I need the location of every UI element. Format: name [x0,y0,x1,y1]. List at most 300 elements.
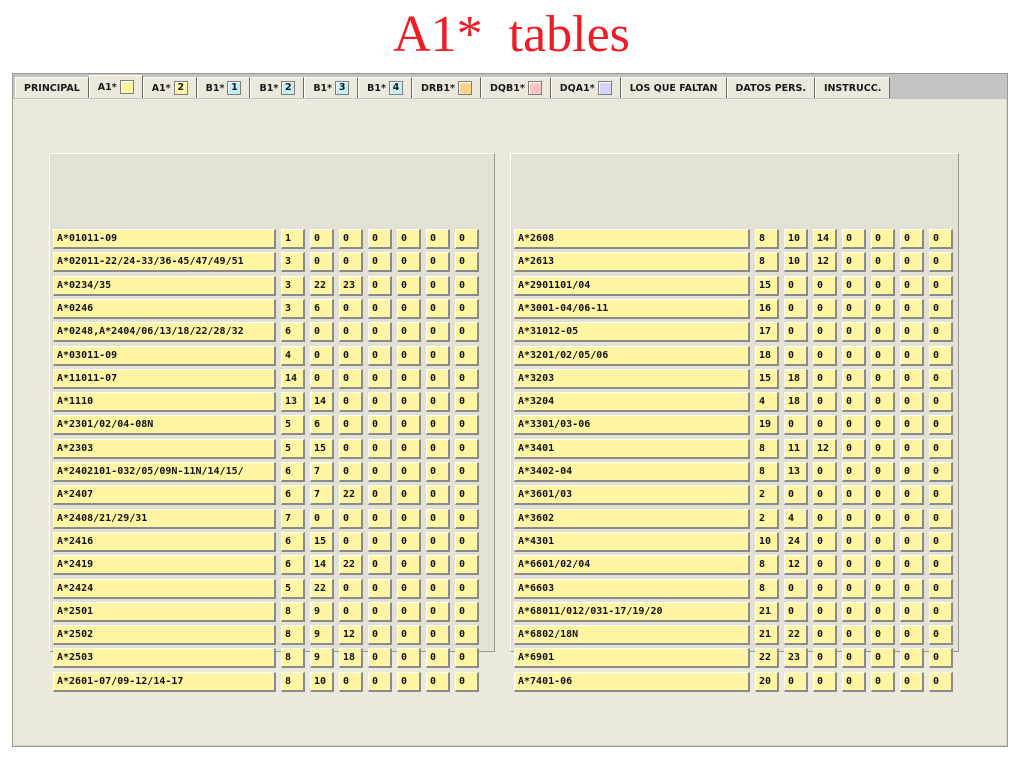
value-field[interactable]: 0 [368,252,392,272]
value-field[interactable]: 0 [929,252,953,272]
value-field[interactable]: 0 [929,229,953,249]
value-field[interactable]: 0 [929,555,953,575]
allele-name-field[interactable]: A*2419 [53,555,276,575]
value-field[interactable]: 21 [755,602,779,622]
value-field[interactable]: 0 [813,415,837,435]
value-field[interactable]: 0 [842,672,866,692]
value-field[interactable]: 0 [871,346,895,366]
value-field[interactable]: 0 [339,229,363,249]
value-field[interactable]: 0 [368,299,392,319]
value-field[interactable]: 0 [455,415,479,435]
value-field[interactable]: 0 [871,485,895,505]
value-field[interactable]: 0 [310,346,334,366]
value-field[interactable]: 0 [929,509,953,529]
value-field[interactable]: 9 [310,602,334,622]
allele-name-field[interactable]: A*6802/18N [514,625,750,645]
value-field[interactable]: 0 [842,532,866,552]
value-field[interactable]: 0 [871,439,895,459]
value-field[interactable]: 0 [784,276,808,296]
tab-0[interactable] [15,77,89,98]
value-field[interactable]: 0 [900,299,924,319]
value-field[interactable]: 0 [455,346,479,366]
allele-name-field[interactable]: A*68011/012/031-17/19/20 [514,602,750,622]
value-field[interactable]: 0 [397,392,421,412]
value-field[interactable]: 0 [900,439,924,459]
value-field[interactable]: 0 [339,532,363,552]
value-field[interactable]: 0 [339,322,363,342]
value-field[interactable]: 13 [784,462,808,482]
value-field[interactable]: 0 [397,485,421,505]
value-field[interactable]: 0 [339,415,363,435]
value-field[interactable]: 0 [397,276,421,296]
value-field[interactable]: 0 [368,462,392,482]
allele-name-field[interactable]: A*0246 [53,299,276,319]
value-field[interactable]: 0 [842,322,866,342]
value-field[interactable]: 0 [426,346,450,366]
value-field[interactable]: 0 [929,485,953,505]
value-field[interactable]: 0 [426,229,450,249]
value-field[interactable]: 0 [397,229,421,249]
value-field[interactable]: 22 [339,555,363,575]
allele-name-field[interactable]: A*1110 [53,392,276,412]
tab-1[interactable] [89,75,143,98]
value-field[interactable]: 14 [813,229,837,249]
value-field[interactable]: 8 [755,579,779,599]
value-field[interactable]: 0 [455,392,479,412]
value-field[interactable]: 0 [368,672,392,692]
value-field[interactable]: 0 [813,648,837,668]
allele-name-field[interactable]: A*2503 [53,648,276,668]
tab-9[interactable] [551,77,621,98]
value-field[interactable]: 0 [929,322,953,342]
value-field[interactable]: 0 [842,392,866,412]
value-field[interactable]: 0 [397,648,421,668]
value-field[interactable]: 0 [368,229,392,249]
value-field[interactable]: 10 [755,532,779,552]
value-field[interactable]: 0 [842,509,866,529]
value-field[interactable]: 8 [755,555,779,575]
value-field[interactable]: 6 [281,485,305,505]
value-field[interactable]: 0 [813,392,837,412]
value-field[interactable]: 2 [755,485,779,505]
allele-name-field[interactable]: A*2613 [514,252,750,272]
value-field[interactable]: 0 [871,625,895,645]
value-field[interactable]: 0 [339,346,363,366]
value-field[interactable]: 0 [900,672,924,692]
value-field[interactable]: 0 [455,579,479,599]
value-field[interactable]: 0 [900,276,924,296]
value-field[interactable]: 0 [842,555,866,575]
tab-10[interactable] [621,77,727,98]
value-field[interactable]: 16 [755,299,779,319]
value-field[interactable]: 0 [397,555,421,575]
allele-name-field[interactable]: A*6901 [514,648,750,668]
value-field[interactable]: 0 [871,415,895,435]
value-field[interactable]: 0 [426,625,450,645]
value-field[interactable]: 0 [871,229,895,249]
value-field[interactable]: 21 [755,625,779,645]
value-field[interactable]: 0 [455,672,479,692]
value-field[interactable]: 0 [900,369,924,389]
value-field[interactable]: 0 [310,369,334,389]
value-field[interactable]: 8 [281,672,305,692]
value-field[interactable]: 0 [842,485,866,505]
allele-name-field[interactable]: A*0234/35 [53,276,276,296]
value-field[interactable]: 0 [784,485,808,505]
value-field[interactable]: 15 [310,532,334,552]
value-field[interactable]: 0 [426,555,450,575]
value-field[interactable]: 4 [755,392,779,412]
value-field[interactable]: 0 [397,369,421,389]
tab-6[interactable] [358,77,412,98]
value-field[interactable]: 0 [426,252,450,272]
value-field[interactable]: 17 [755,322,779,342]
value-field[interactable]: 0 [339,579,363,599]
value-field[interactable]: 0 [784,299,808,319]
value-field[interactable]: 0 [871,672,895,692]
value-field[interactable]: 0 [871,276,895,296]
value-field[interactable]: 5 [281,579,305,599]
value-field[interactable]: 22 [755,648,779,668]
value-field[interactable]: 0 [455,229,479,249]
value-field[interactable]: 0 [900,625,924,645]
value-field[interactable]: 10 [310,672,334,692]
value-field[interactable]: 0 [455,602,479,622]
value-field[interactable]: 0 [368,392,392,412]
value-field[interactable]: 0 [339,252,363,272]
value-field[interactable]: 0 [426,415,450,435]
value-field[interactable]: 0 [813,625,837,645]
value-field[interactable]: 0 [426,509,450,529]
value-field[interactable]: 0 [929,439,953,459]
value-field[interactable]: 0 [368,485,392,505]
value-field[interactable]: 0 [784,672,808,692]
value-field[interactable]: 0 [929,625,953,645]
value-field[interactable]: 0 [426,579,450,599]
value-field[interactable]: 0 [339,602,363,622]
value-field[interactable]: 23 [339,276,363,296]
allele-name-field[interactable]: A*03011-09 [53,346,276,366]
value-field[interactable]: 1 [281,229,305,249]
value-field[interactable]: 0 [900,648,924,668]
value-field[interactable]: 0 [426,276,450,296]
value-field[interactable]: 0 [339,672,363,692]
allele-name-field[interactable]: A*3204 [514,392,750,412]
value-field[interactable]: 0 [455,648,479,668]
value-field[interactable]: 0 [871,555,895,575]
value-field[interactable]: 0 [929,415,953,435]
value-field[interactable]: 0 [842,229,866,249]
value-field[interactable]: 8 [755,462,779,482]
value-field[interactable]: 0 [339,509,363,529]
value-field[interactable]: 11 [784,439,808,459]
value-field[interactable]: 0 [784,322,808,342]
allele-name-field[interactable]: A*2501 [53,602,276,622]
value-field[interactable]: 10 [784,252,808,272]
value-field[interactable]: 0 [813,299,837,319]
value-field[interactable]: 0 [455,509,479,529]
value-field[interactable]: 15 [755,369,779,389]
value-field[interactable]: 0 [929,579,953,599]
value-field[interactable]: 8 [755,229,779,249]
value-field[interactable]: 0 [426,532,450,552]
allele-name-field[interactable]: A*11011-07 [53,369,276,389]
allele-name-field[interactable]: A*31012-05 [514,322,750,342]
allele-name-field[interactable]: A*2601-07/09-12/14-17 [53,672,276,692]
value-field[interactable]: 4 [281,346,305,366]
value-field[interactable]: 12 [339,625,363,645]
value-field[interactable]: 18 [755,346,779,366]
value-field[interactable]: 0 [368,509,392,529]
value-field[interactable]: 0 [813,532,837,552]
allele-name-field[interactable]: A*3201/02/05/06 [514,346,750,366]
value-field[interactable]: 12 [813,439,837,459]
value-field[interactable]: 0 [455,276,479,296]
value-field[interactable]: 0 [310,322,334,342]
value-field[interactable]: 0 [842,648,866,668]
value-field[interactable]: 0 [368,439,392,459]
value-field[interactable]: 0 [455,439,479,459]
value-field[interactable]: 0 [813,462,837,482]
value-field[interactable]: 7 [281,509,305,529]
value-field[interactable]: 0 [784,346,808,366]
value-field[interactable]: 0 [900,322,924,342]
value-field[interactable]: 8 [755,252,779,272]
value-field[interactable]: 0 [929,276,953,296]
value-field[interactable]: 0 [842,415,866,435]
value-field[interactable]: 0 [455,252,479,272]
value-field[interactable]: 0 [900,415,924,435]
value-field[interactable]: 0 [455,555,479,575]
value-field[interactable]: 3 [281,276,305,296]
allele-name-field[interactable]: A*3401 [514,439,750,459]
allele-name-field[interactable]: A*2901101/04 [514,276,750,296]
allele-name-field[interactable]: A*2424 [53,579,276,599]
value-field[interactable]: 5 [281,439,305,459]
value-field[interactable]: 13 [281,392,305,412]
allele-name-field[interactable]: A*2408/21/29/31 [53,509,276,529]
tab-3[interactable] [197,77,251,98]
tab-2[interactable] [143,77,197,98]
value-field[interactable]: 18 [784,369,808,389]
value-field[interactable]: 5 [281,415,305,435]
allele-name-field[interactable]: A*4301 [514,532,750,552]
tab-12[interactable] [815,77,890,98]
value-field[interactable]: 0 [339,369,363,389]
value-field[interactable]: 0 [871,299,895,319]
value-field[interactable]: 0 [426,439,450,459]
value-field[interactable]: 0 [455,369,479,389]
value-field[interactable]: 0 [368,346,392,366]
value-field[interactable]: 0 [842,625,866,645]
value-field[interactable]: 0 [455,625,479,645]
value-field[interactable]: 0 [813,509,837,529]
value-field[interactable]: 0 [900,229,924,249]
value-field[interactable]: 0 [900,346,924,366]
value-field[interactable]: 0 [455,322,479,342]
value-field[interactable]: 0 [397,579,421,599]
value-field[interactable]: 8 [281,648,305,668]
allele-name-field[interactable]: A*3601/03 [514,485,750,505]
tab-11[interactable] [727,77,815,98]
value-field[interactable]: 0 [339,439,363,459]
value-field[interactable]: 0 [310,509,334,529]
value-field[interactable]: 0 [397,672,421,692]
value-field[interactable]: 0 [929,532,953,552]
value-field[interactable]: 20 [755,672,779,692]
value-field[interactable]: 0 [426,672,450,692]
value-field[interactable]: 0 [339,392,363,412]
value-field[interactable]: 14 [281,369,305,389]
value-field[interactable]: 0 [426,648,450,668]
value-field[interactable]: 0 [842,439,866,459]
value-field[interactable]: 0 [397,439,421,459]
value-field[interactable]: 10 [784,229,808,249]
allele-name-field[interactable]: A*7401-06 [514,672,750,692]
value-field[interactable]: 0 [397,509,421,529]
value-field[interactable]: 0 [842,462,866,482]
allele-name-field[interactable]: A*3402-04 [514,462,750,482]
value-field[interactable]: 15 [755,276,779,296]
value-field[interactable]: 6 [310,415,334,435]
allele-name-field[interactable]: A*02011-22/24-33/36-45/47/49/51 [53,252,276,272]
value-field[interactable]: 12 [813,252,837,272]
value-field[interactable]: 0 [842,602,866,622]
value-field[interactable]: 0 [397,602,421,622]
value-field[interactable]: 18 [339,648,363,668]
value-field[interactable]: 0 [426,392,450,412]
value-field[interactable]: 6 [281,555,305,575]
value-field[interactable]: 0 [929,392,953,412]
value-field[interactable]: 22 [310,579,334,599]
value-field[interactable]: 0 [871,462,895,482]
value-field[interactable]: 0 [813,485,837,505]
value-field[interactable]: 0 [813,369,837,389]
allele-name-field[interactable]: A*2301/02/04-08N [53,415,276,435]
value-field[interactable]: 0 [929,602,953,622]
value-field[interactable]: 8 [755,439,779,459]
value-field[interactable]: 0 [426,322,450,342]
value-field[interactable]: 22 [310,276,334,296]
value-field[interactable]: 0 [784,415,808,435]
value-field[interactable]: 0 [900,462,924,482]
value-field[interactable]: 0 [368,276,392,296]
value-field[interactable]: 0 [871,322,895,342]
value-field[interactable]: 12 [784,555,808,575]
tab-4[interactable] [250,77,304,98]
tab-8[interactable] [481,77,551,98]
value-field[interactable]: 0 [813,346,837,366]
value-field[interactable]: 0 [871,579,895,599]
allele-name-field[interactable]: A*6601/02/04 [514,555,750,575]
value-field[interactable]: 0 [871,509,895,529]
value-field[interactable]: 0 [813,579,837,599]
value-field[interactable]: 0 [368,369,392,389]
value-field[interactable]: 0 [397,532,421,552]
value-field[interactable]: 0 [813,602,837,622]
allele-name-field[interactable]: A*3203 [514,369,750,389]
value-field[interactable]: 7 [310,485,334,505]
value-field[interactable]: 8 [281,625,305,645]
value-field[interactable]: 0 [842,299,866,319]
value-field[interactable]: 22 [784,625,808,645]
value-field[interactable]: 0 [310,252,334,272]
value-field[interactable]: 3 [281,299,305,319]
value-field[interactable]: 0 [426,602,450,622]
value-field[interactable]: 14 [310,555,334,575]
allele-name-field[interactable]: A*2303 [53,439,276,459]
value-field[interactable]: 6 [281,532,305,552]
value-field[interactable]: 19 [755,415,779,435]
value-field[interactable]: 0 [900,555,924,575]
value-field[interactable]: 0 [368,532,392,552]
allele-name-field[interactable]: A*2416 [53,532,276,552]
allele-name-field[interactable]: A*3301/03-06 [514,415,750,435]
value-field[interactable]: 4 [784,509,808,529]
value-field[interactable]: 6 [281,462,305,482]
tab-5[interactable] [304,77,358,98]
value-field[interactable]: 0 [929,299,953,319]
value-field[interactable]: 0 [871,602,895,622]
value-field[interactable]: 9 [310,625,334,645]
value-field[interactable]: 0 [929,369,953,389]
allele-name-field[interactable]: A*0248,A*2404/06/13/18/22/28/32 [53,322,276,342]
value-field[interactable]: 0 [397,322,421,342]
allele-name-field[interactable]: A*01011-09 [53,229,276,249]
value-field[interactable]: 2 [755,509,779,529]
allele-name-field[interactable]: A*2608 [514,229,750,249]
value-field[interactable]: 0 [871,648,895,668]
value-field[interactable]: 0 [368,555,392,575]
value-field[interactable]: 0 [310,229,334,249]
value-field[interactable]: 8 [281,602,305,622]
value-field[interactable]: 0 [455,462,479,482]
value-field[interactable]: 0 [426,462,450,482]
value-field[interactable]: 0 [900,252,924,272]
value-field[interactable]: 0 [368,579,392,599]
value-field[interactable]: 0 [397,462,421,482]
allele-name-field[interactable]: A*2407 [53,485,276,505]
value-field[interactable]: 0 [397,252,421,272]
tab-7[interactable] [412,77,481,98]
value-field[interactable]: 0 [842,369,866,389]
value-field[interactable]: 0 [900,579,924,599]
value-field[interactable]: 18 [784,392,808,412]
value-field[interactable]: 0 [397,346,421,366]
value-field[interactable]: 0 [426,485,450,505]
value-field[interactable]: 6 [310,299,334,319]
value-field[interactable]: 7 [310,462,334,482]
value-field[interactable]: 23 [784,648,808,668]
value-field[interactable]: 0 [784,602,808,622]
value-field[interactable]: 0 [929,672,953,692]
value-field[interactable]: 3 [281,252,305,272]
value-field[interactable]: 0 [871,252,895,272]
value-field[interactable]: 0 [929,346,953,366]
value-field[interactable]: 22 [339,485,363,505]
value-field[interactable]: 15 [310,439,334,459]
value-field[interactable]: 0 [368,625,392,645]
value-field[interactable]: 0 [871,532,895,552]
value-field[interactable]: 0 [842,252,866,272]
allele-name-field[interactable]: A*2502 [53,625,276,645]
value-field[interactable]: 6 [281,322,305,342]
value-field[interactable]: 0 [784,579,808,599]
value-field[interactable]: 0 [339,462,363,482]
value-field[interactable]: 0 [871,392,895,412]
value-field[interactable]: 0 [368,602,392,622]
value-field[interactable]: 0 [397,415,421,435]
